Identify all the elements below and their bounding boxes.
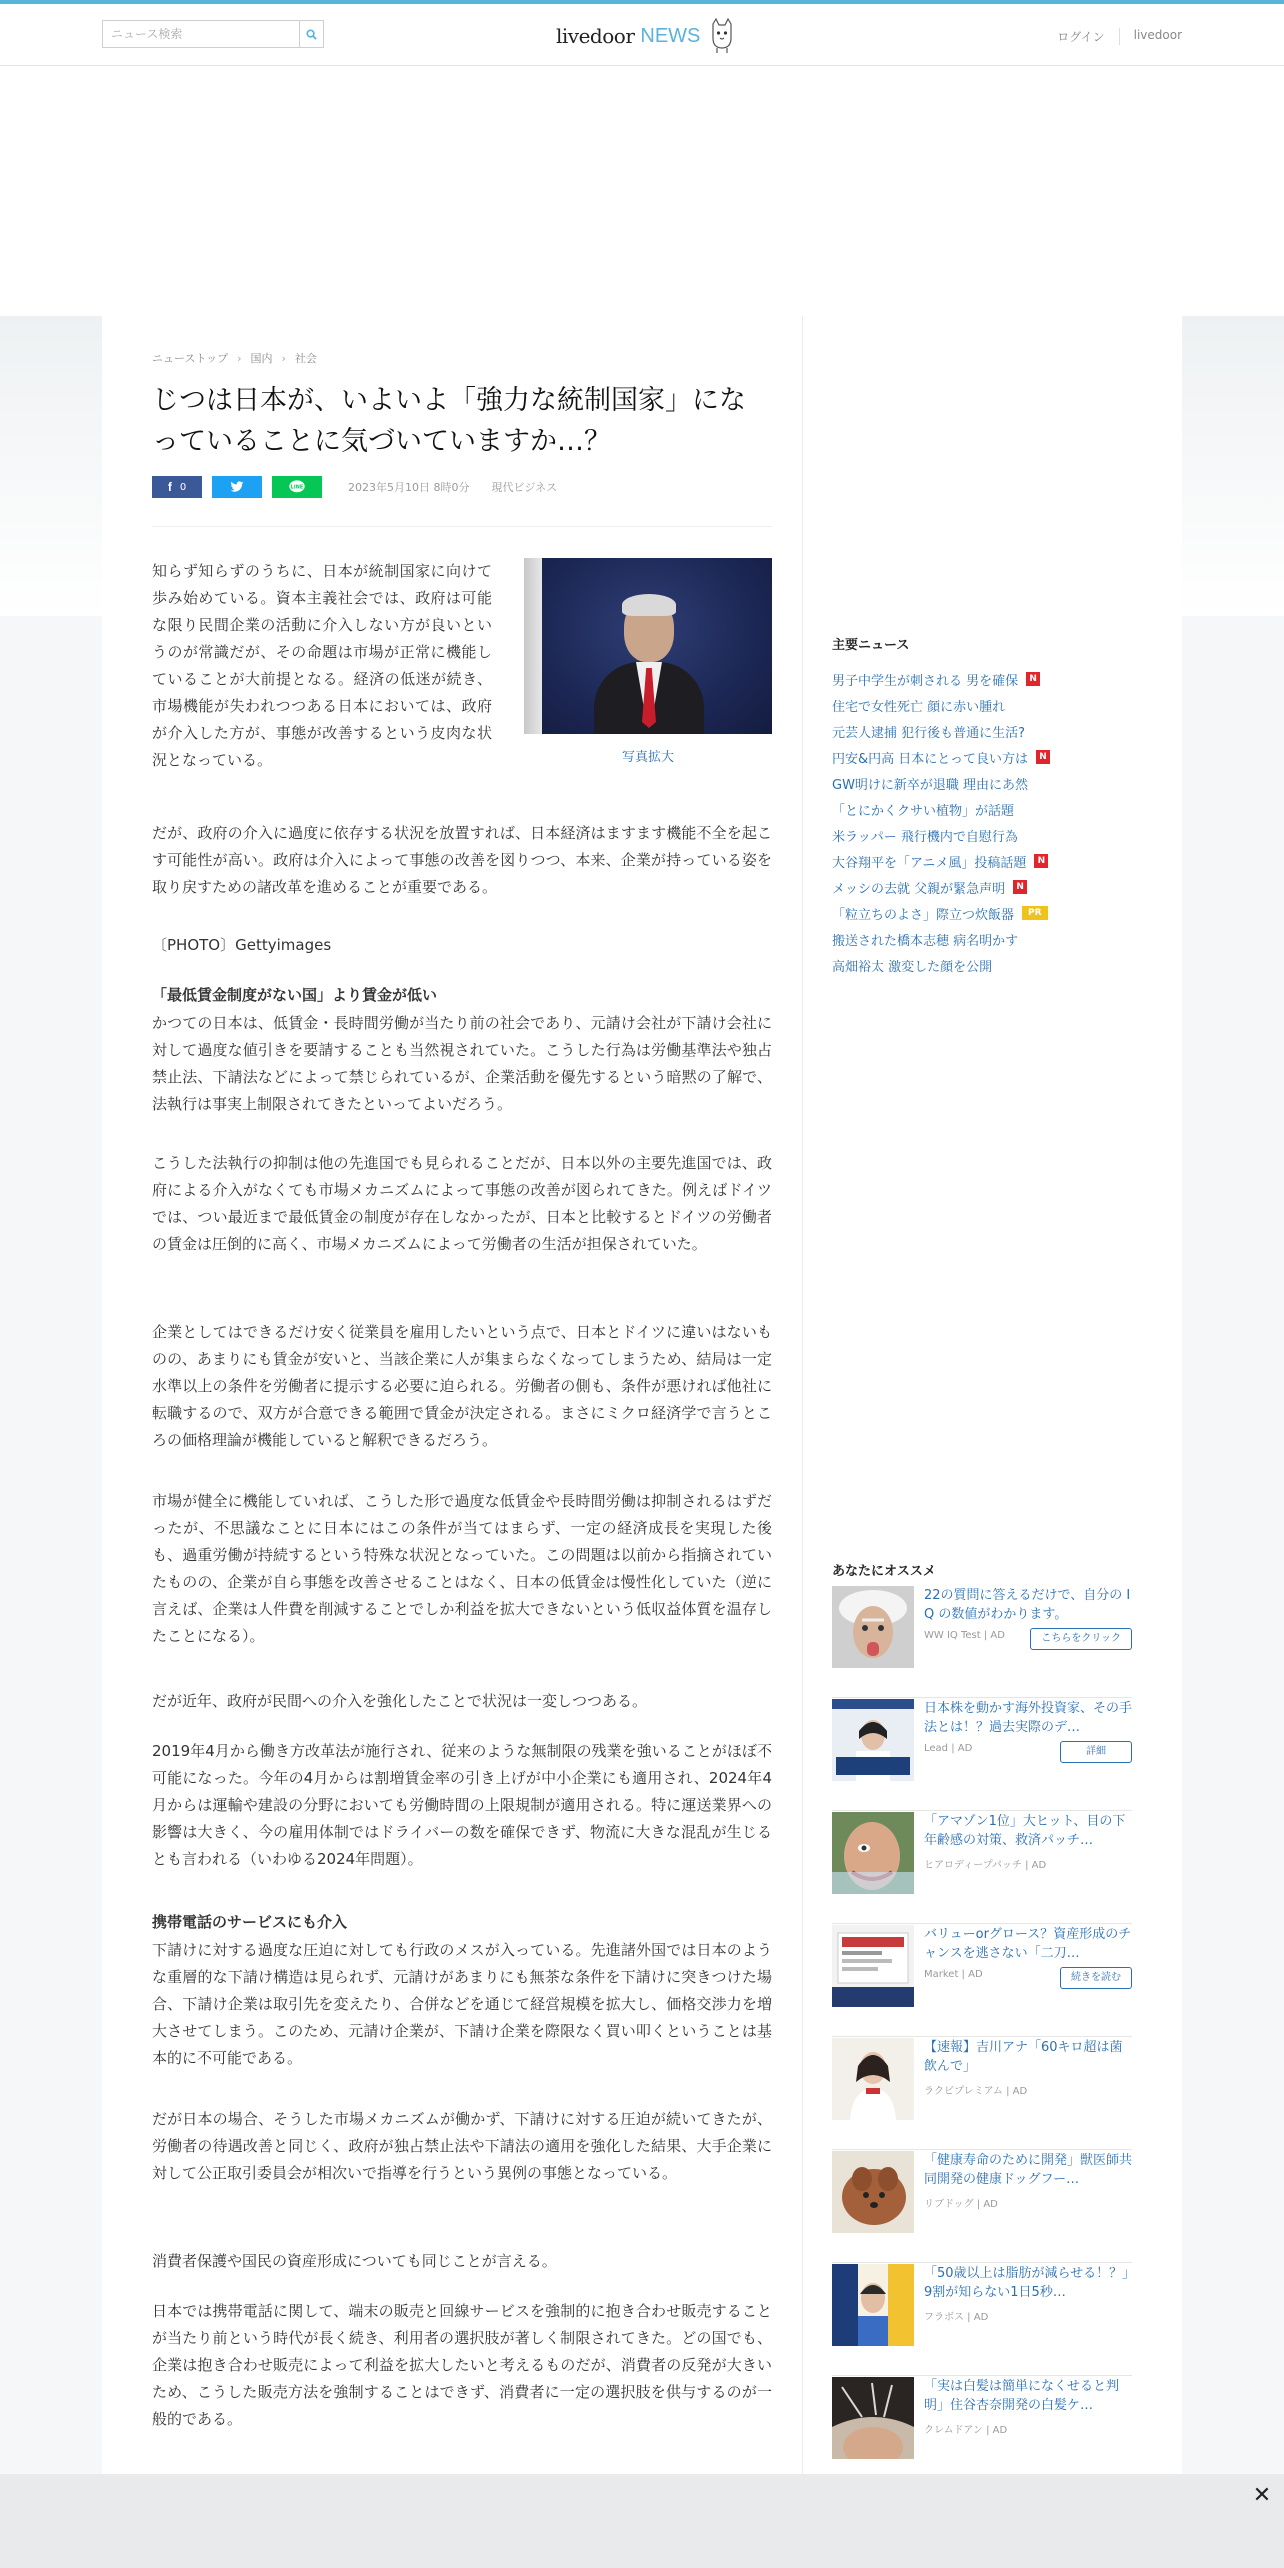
- article-paragraph: 2019年4月から働き方改革法が施行され、従来のような無制限の残業を強いることがほぼ不可能になった。今年の4月からは割増賃金率の引き上げが中小企業にも適用され、2024年4月からは運輸や建設の分野においても労働時間の上限規制が適用される。特に運送業界への影響は大きく、今の雇用体制ではドライバーの数を確保できず、物流に大きな混乱が生じるとも言われる（いわゆる2024年問題）。: [152, 1742, 772, 1868]
- svg-text:LINE: LINE: [290, 484, 304, 491]
- article-date: 2023年5月10日 8時0分: [348, 481, 470, 494]
- recommend-thumbnail: [832, 2264, 914, 2346]
- article-paragraph: 企業としてはできるだけ安く従業員を雇用したいという点で、日本とドイツに違いはないものの、あまりにも賃金が安いと、当該企業に人が集まらなくなってしまうため、結局は一定水準以上の条件を労働者に提示する必要に迫られる。労働者の側も、条件が悪ければ他社に転職するので、双方が合意できる範囲で賃金が決定される。まさにミクロ経済学で言うところの価格理論が機能していると解釈できるだろう。: [152, 1323, 772, 1449]
- news-item-label: 住宅で女性死亡 顔に赤い腫れ: [832, 699, 1006, 715]
- recommend-source: クレムドアン | AD: [924, 2425, 1008, 2436]
- section-heading: 携帯電話のサービスにも介入: [152, 1913, 348, 1931]
- article-paragraph: 日本では携帯電話に関して、端末の販売と回線サービスを強制的に抱き合わせ販売することが当たり前という時代が長く続き、利用者の選択肢が著しく制限されてきた。どの国でも、企業は抱き合わせ販売によって利益を拡大したいと考えるものだが、消費者の反発が大きいため、こうした販売方法を強制することはできず、消費者に一定の選択肢を供与するのが一般的である。: [152, 2302, 772, 2428]
- thumb-image: [832, 1812, 914, 1894]
- facebook-icon: f: [167, 480, 172, 494]
- recommend-title: 「実は白髪は簡単になくせると判明」住谷杏奈開発の白髪ケ…: [924, 2379, 1120, 2413]
- article-paragraph: 消費者保護や国民の資産形成についても同じことが言える。: [152, 2252, 557, 2270]
- recommend-source: フラボス | AD: [924, 2312, 989, 2323]
- livedoor-link[interactable]: livedoor: [1119, 28, 1182, 45]
- share-bar: [152, 476, 557, 498]
- main-news-list: [832, 666, 1132, 978]
- search-box: [102, 20, 324, 48]
- twitter-icon: [230, 481, 244, 493]
- article-paragraph: かつての日本は、低賃金・長時間労働が当たり前の社会であり、元請け会社が下請け会社に対して過度な値引きを要請することも当然視されていた。こうした行為は労働基準法や独占禁止法、下請法などによって禁じられているが、企業活動を優先するという暗黙の了解で、法執行は事実上制限されてきたといってよいだろう。: [152, 1014, 772, 1113]
- news-item[interactable]: [832, 796, 1132, 822]
- recommend-title: バリューorグロース？資産形成のチャンスを逃さない「二刀…: [924, 1927, 1132, 1961]
- recommend-source: Market | AD: [924, 1969, 983, 1980]
- recommend-title: 「健康寿命のために開発」獣医師共同開発の健康ドッグフー…: [924, 2153, 1133, 2187]
- section-heading: 「最低賃金制度がない国」より賃金が低い: [152, 986, 438, 1004]
- thumb-image: [832, 2264, 914, 2346]
- news-item[interactable]: [832, 744, 1132, 770]
- site-logo[interactable]: [556, 16, 736, 56]
- news-item-label: 「粒立ちのよさ」際立つ炊飯器: [832, 907, 1015, 923]
- search-input[interactable]: [103, 21, 299, 47]
- article-paragraph: だが、政府の介入に過度に依存する状況を放置すれば、日本経済はますます機能不全を起こす可能性が高い。政府は介入によって事態の改善を図りつつ、本来、企業が持っている姿を取り戻すための諸改革を進めることが重要である。: [152, 824, 772, 896]
- recommend-cta-button[interactable]: 続きを読む: [1060, 1967, 1132, 1989]
- thumb-image: [832, 1925, 914, 2007]
- recommend-thumbnail: [832, 1586, 914, 1668]
- thumb-image: [832, 1586, 914, 1668]
- recommend-source: ヒアロディープパッチ | AD: [924, 1860, 1047, 1871]
- recommend-cta-button[interactable]: こちらをクリック: [1030, 1628, 1132, 1650]
- breadcrumb-society[interactable]: 社会: [294, 352, 317, 365]
- recommend-item[interactable]: [832, 2038, 1132, 2150]
- thumb-image: [832, 1699, 914, 1781]
- news-item[interactable]: [832, 848, 1132, 874]
- search-icon: [306, 29, 317, 40]
- news-item-label: 元芸人逮捕 犯行後も普通に生活?: [832, 725, 1026, 741]
- twitter-share-button[interactable]: [212, 476, 262, 498]
- right-gutter: [1182, 316, 1284, 616]
- recommend-title: 「50歳以上は脂肪が減らせる！？」9割が知らない1日5秒…: [924, 2266, 1129, 2300]
- news-item[interactable]: [832, 692, 1132, 718]
- bottom-ad-bar: [0, 2474, 1284, 2568]
- recommend-thumbnail: [832, 2377, 914, 2459]
- new-badge: N: [1036, 750, 1050, 764]
- new-badge: N: [1013, 880, 1027, 894]
- photo-hair: [622, 594, 676, 616]
- news-item[interactable]: [832, 822, 1132, 848]
- recommend-thumbnail: [832, 2038, 914, 2120]
- recommend-thumbnail: [832, 1812, 914, 1894]
- line-share-button[interactable]: [272, 476, 322, 498]
- news-item[interactable]: [832, 926, 1132, 952]
- article-source[interactable]: 現代ビジネス: [491, 481, 558, 494]
- article-paragraph: だが日本の場合、そうした市場メカニズムが働かず、下請けに対する圧迫が続いてきたが、労働者の待遇改善と同じく、政府が独占禁止法や下請法の適用を強化した結果、大手企業に対して公正取引委員会が相次いで指導を行うという異例の事態となっている。: [152, 2110, 772, 2182]
- header-divider: [152, 526, 772, 527]
- main-news-heading: 主要ニュース: [832, 638, 910, 653]
- thumb-image: [832, 2038, 914, 2120]
- recommend-item[interactable]: [832, 2377, 1132, 2489]
- left-gutter: [0, 316, 102, 616]
- recommend-title: 【速報】吉川アナ「60キロ超は菌飲んで」: [924, 2040, 1123, 2074]
- breadcrumb-top[interactable]: ニューストップ: [152, 352, 229, 365]
- breadcrumb: [152, 350, 317, 366]
- news-item-label: 円安&円高 日本にとって良い方は: [832, 751, 1029, 767]
- news-item-label: 大谷翔平を「アニメ風」投稿話題: [832, 855, 1027, 871]
- news-item[interactable]: [832, 718, 1132, 744]
- logo-news: NEWS: [640, 24, 701, 47]
- recommend-title: 日本株を動かす海外投資家、その手法とは！？過去実際のデ…: [924, 1701, 1133, 1735]
- recommend-item[interactable]: [832, 2151, 1132, 2263]
- recommend-source: ラクビプレミアム | AD: [924, 2086, 1028, 2097]
- recommend-title: 「アマゾン1位」大ヒット、目の下年齢感の対策、救済パッチ…: [924, 1814, 1126, 1848]
- new-badge: N: [1034, 854, 1048, 868]
- recommend-item[interactable]: [832, 1586, 1132, 1698]
- news-item[interactable]: [832, 666, 1132, 692]
- article-paragraph: 市場が健全に機能していれば、こうした形で過度な低賃金や長時間労働は抑制されるはずだったが、不思議なことに日本にはこの条件が当てはまらず、一定の経済成長を実現した後も、過重労働が持続するという特殊な状況となっていた。この問題は以前から指摘されていたものの、企業が自ら事態を改善させることはなく、日本の低賃金は慢性化していた（逆に言えば、企業は人件費を削減することでしか利益を拡大できないという低収益体質を温存したことになる）。: [152, 1492, 772, 1645]
- column-divider: [802, 316, 803, 2568]
- breadcrumb-domestic[interactable]: 国内: [250, 352, 273, 365]
- news-item-label: 搬送された橋本志穂 病名明かす: [832, 933, 1019, 949]
- news-item-label: 高畑裕太 激変した顔を公開: [832, 959, 993, 975]
- search-button[interactable]: [299, 21, 323, 47]
- header-links: [1043, 28, 1182, 45]
- line-icon: [288, 480, 306, 494]
- site-header: [0, 4, 1284, 66]
- article-paragraph: 下請けに対する過度な圧迫に対しても行政のメスが入っている。先進諸外国では日本のような重層的な下請け構造は見られず、元請けがあまりにも無茶な条件を下請けに突きつけた場合、下請け企業は取引先を変えたり、合併などを通じて経営規模を拡大し、価格交渉力を増大させてしまう。このため、元請け企業が、下請け企業を際限なく買い叩くということは基本的に不可能である。: [152, 1941, 772, 2067]
- chevron-right-icon: ›: [281, 351, 286, 365]
- new-badge: N: [1026, 672, 1040, 686]
- recommend-source: Lead | AD: [924, 1743, 973, 1754]
- recommend-item[interactable]: [832, 2264, 1132, 2376]
- login-link[interactable]: ログイン: [1057, 30, 1105, 44]
- photo-flag: [524, 558, 542, 734]
- facebook-share-button[interactable]: [152, 476, 202, 498]
- article-paragraph: 知らず知らずのうちに、日本が統制国家に向けて歩み始めている。資本主義社会では、政府は可能な限り民間企業の活動に介入しない方が良いというのが常識だが、その命題は市場が正常に機能していることが大前提となる。経済の低迷が続き、市場機能が失われつつある日本においては、政府が介入した方が、事態が改善するという皮肉な状況となっている。: [152, 562, 492, 769]
- thumb-image: [832, 2377, 914, 2459]
- photo-enlarge-link[interactable]: 写真拡大: [621, 750, 674, 765]
- news-item-label: 男子中学生が刺される 男を確保: [832, 673, 1019, 689]
- recommend-thumbnail: [832, 1699, 914, 1781]
- recommend-heading: あなたにオススメ: [832, 1564, 936, 1579]
- recommend-title: 22の質問に答えるだけで、自分の I Q の数値がわかります。: [924, 1588, 1131, 1622]
- recommend-source: WW IQ Test | AD: [924, 1630, 1005, 1641]
- news-item-label: 米ラッパー 飛行機内で自慰行為: [832, 829, 1018, 845]
- article-title: じつは日本が、いよいよ「強力な統制国家」になっていることに気づいていますか…？: [152, 385, 746, 457]
- close-icon[interactable]: ✕: [1252, 2483, 1272, 2508]
- news-item[interactable]: [832, 900, 1132, 926]
- top-ad-area: [0, 66, 1284, 316]
- pr-badge: PR: [1022, 906, 1048, 920]
- article-photo[interactable]: [524, 558, 772, 734]
- news-item[interactable]: [832, 952, 1132, 978]
- facebook-count: 0: [179, 481, 187, 493]
- recommend-item[interactable]: [832, 1925, 1132, 2037]
- page-content: [102, 316, 1182, 2568]
- news-item[interactable]: [832, 770, 1132, 796]
- recommend-cta-button[interactable]: 詳細: [1060, 1741, 1132, 1763]
- chevron-right-icon: ›: [237, 351, 242, 365]
- logo-livedoor: livedoor: [556, 24, 635, 48]
- recommend-item[interactable]: [832, 1812, 1132, 1924]
- news-item-label: GW明けに新卒が退職 理由にあ然: [832, 777, 1029, 793]
- recommend-thumbnail: [832, 1925, 914, 2007]
- recommend-item[interactable]: [832, 1699, 1132, 1811]
- article-paragraph: だが近年、政府が民間への介入を強化したことで状況は一変しつつある。: [152, 1692, 648, 1710]
- news-item-label: 「とにかくクサい植物」が話題: [832, 803, 1015, 819]
- recommend-source: リブドッグ | AD: [924, 2199, 998, 2210]
- recommend-thumbnail: [832, 2151, 914, 2233]
- news-item[interactable]: [832, 874, 1132, 900]
- article-paragraph: こうした法執行の抑制は他の先進国でも見られることだが、日本以外の主要先進国では、政府による介入がなくても市場メカニズムによって事態の改善が図られてきた。例えばドイツでは、つい最近まで最低賃金の制度が存在しなかったが、日本と比較するとドイツの労働者の賃金は圧倒的に高く、市場メカニズムによって労働者の生活が担保されていた。: [152, 1154, 772, 1253]
- news-item-label: メッシの去就 父親が緊急声明: [832, 881, 1006, 897]
- thumb-image: [832, 2151, 914, 2233]
- photo-credit: 〔PHOTO〕Gettyimages: [152, 936, 332, 954]
- mascot-cat-icon: [708, 18, 736, 54]
